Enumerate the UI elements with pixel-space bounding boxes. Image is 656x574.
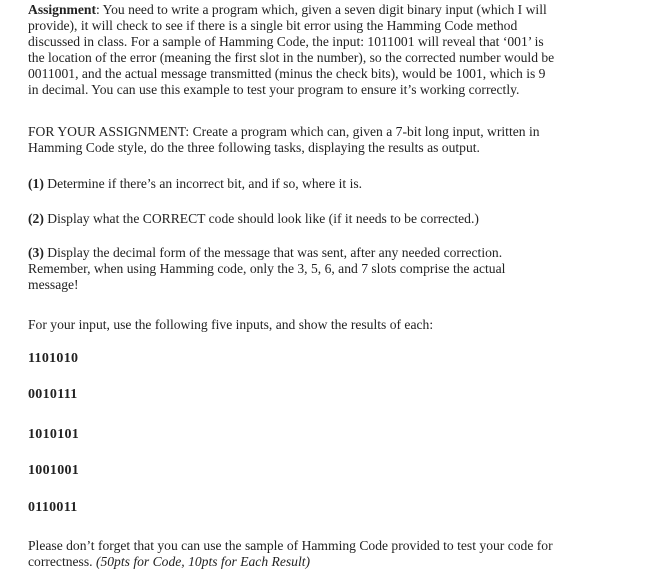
task-2: [28, 211, 638, 227]
assignment-text: : You need to write a program which, given a seven digit binary input (which I will provide), it will check to see if there is a single bit error using the Hamming Code method discussed in class. For a sample of Hamming Code, the input: 1011001 will reveal that ‘001’ is the location of the error (meaning the first slot in the number), so the corrected number would be 0011001, and the actual message transmitted (minus the check bits), would be 1001, which is 9 in decimal. You can use this example to test your program to ensure it’s working correctly.: [28, 2, 555, 97]
input-code-1: 1101010: [28, 351, 79, 366]
assignment-label: Assignment: [28, 2, 96, 17]
input-code-3: 1010101: [28, 427, 80, 442]
task-1-number: (1): [28, 176, 44, 191]
closing-paragraph: [28, 538, 638, 570]
inputs-intro: For your input, use the following five inputs, and show the results of each:: [28, 317, 434, 332]
task-3: [28, 245, 638, 293]
input-code-2: 0010111: [28, 387, 78, 402]
task-3-number: (3): [28, 245, 44, 260]
task-1-text: Determine if there’s an incorrect bit, and if so, where it is.: [43, 176, 363, 191]
task-2-number: (2): [28, 211, 44, 226]
input-code-5: 0110011: [28, 500, 78, 515]
input-code-4: 1001001: [28, 463, 80, 478]
task-1: [28, 176, 638, 192]
task-2-text: Display what the CORRECT code should look like (if it needs to be corrected.): [43, 211, 479, 226]
assignment-paragraph: [28, 2, 638, 98]
task-3-text: Display the decimal form of the message that was sent, after any needed correction. Remember, when using Hamming code, only the 3, 5, 6, and 7 slots comprise the actual message!: [28, 245, 506, 292]
closing-text: Please don’t forget that you can use the sample of Hamming Code provided to test your code for correctness.: [28, 538, 553, 569]
points-note: (50pts for Code, 10pts for Each Result): [95, 554, 311, 569]
for-your-assignment-paragraph: FOR YOUR ASSIGNMENT: Create a program which can, given a 7-bit long input, written in Hamming Code style, do the three following tasks, displaying the results as output.: [28, 124, 540, 155]
